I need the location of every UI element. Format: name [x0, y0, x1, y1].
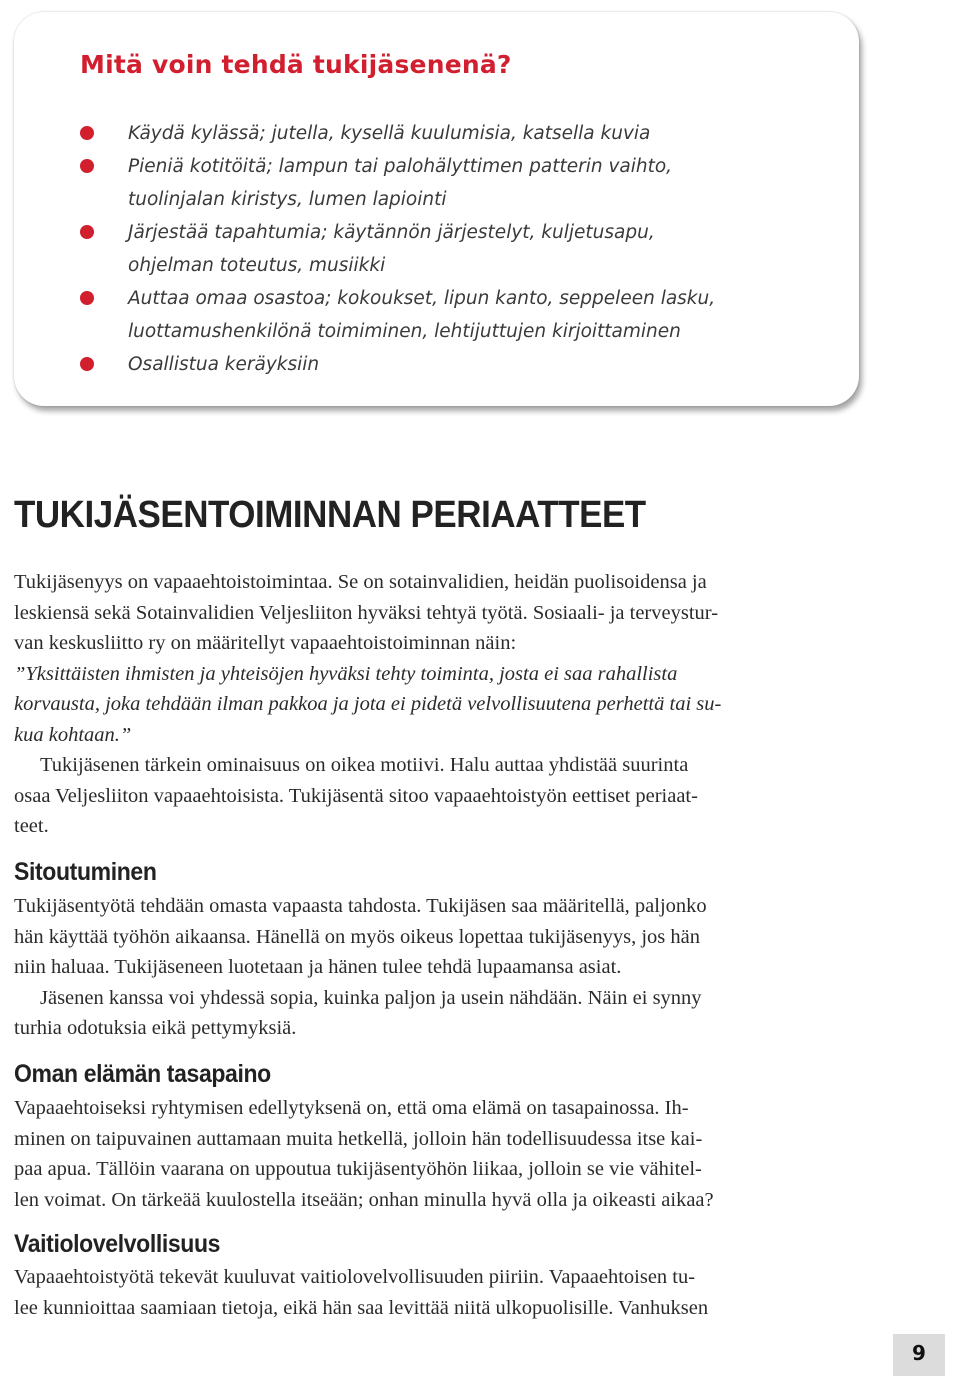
bullet-text-line: Käydä kylässä; jutella, kysellä kuulumisia, katsella kuvia [128, 123, 651, 144]
body-line: Jäsenen kanssa voi yhdessä sopia, kuinka paljon ja usein nähdään. Näin ei synny [40, 986, 702, 1009]
box-title: Mitä voin tehdä tukijäsenenä? [80, 50, 512, 79]
bullet-text-line: Pieniä kotitöitä; lampun tai palohälyttimen patterin vaihto, [128, 156, 673, 177]
body-line: turhia odotuksia eikä pettymyksiä. [14, 1017, 297, 1039]
vaitiolo-paragraph [14, 1262, 862, 1323]
intro-line: van keskusliitto ry on määritellyt vapaaehtoistoiminnan näin: [14, 632, 517, 654]
tasapaino-paragraph [14, 1093, 862, 1215]
bullet-text-line: Auttaa omaa osastoa; kokoukset, lipun kanto, seppeleen lasku, [128, 288, 716, 309]
intro-line: Tukijäsenen tärkein ominaisuus on oikea motiivi. Halu auttaa yhdistää suurinta [40, 754, 689, 776]
bullet-item [80, 348, 820, 381]
body-line: minen on taipuvainen auttamaan muita hetkellä, jolloin hän todellisuudessa itse kai- [14, 1127, 703, 1150]
sitoutuminen-paragraph [14, 891, 862, 1044]
info-box [14, 12, 859, 406]
intro-line: osaa Veljesliiton vapaaehtoisista. Tukijäsentä sitoo vapaaehtoistyön eettiset periaat- [14, 784, 698, 807]
bullet-dot-icon [80, 357, 94, 371]
body-line: hän käyttää työhön aikaansa. Hänellä on myös oikeus lopettaa tukijäsenyys, jos hän [14, 925, 701, 948]
body-line: Vapaaehtoistyötä tekevät kuuluvat vaitiolovelvollisuuden piiriin. Vapaaehtoisen tu- [14, 1266, 696, 1288]
quote-line: ”Yksittäisten ihmisten ja yhteisöjen hyväksi tehty toiminta, josta ei saa rahallista [14, 662, 678, 685]
body-line: lee kunnioittaa saamiaan tietoja, eikä hän saa levittää niitä ulkopuolisille. Vanhuksen [14, 1296, 709, 1319]
intro-line: Tukijäsenyys on vapaaehtoistoimintaa. Se on sotainvalidien, heidän puolisoidensa ja [14, 571, 707, 593]
subheading-sitoutuminen: Sitoutuminen [14, 858, 157, 886]
page-number: 9 [912, 1341, 926, 1365]
bullet-text-line: tuolinjalan kiristys, lumen lapiointi [128, 189, 447, 210]
subheading-oman-elaman-tasapaino: Oman elämän tasapaino [14, 1060, 271, 1088]
bullet-list [80, 117, 820, 381]
bullet-dot-icon [80, 159, 94, 173]
body-line: paa apua. Tällöin vaarana on uppoutua tukijäsentyöhön liikaa, jolloin se vie vähitel- [14, 1158, 702, 1180]
bullet-text-line: Järjestää tapahtumia; käytännön järjestelyt, kuljetusapu, [128, 222, 655, 243]
bullet-text-line: ohjelman toteutus, musiikki [128, 255, 386, 276]
bullet-item [80, 282, 820, 348]
bullet-dot-icon [80, 291, 94, 305]
bullet-text-line: luottamushenkilönä toimiminen, lehtijuttujen kirjoittaminen [128, 321, 681, 342]
bullet-dot-icon [80, 225, 94, 239]
bullet-dot-icon [80, 126, 94, 140]
bullet-text-line: Osallistua keräyksiin [128, 354, 320, 375]
subheading-vaitiolovelvollisuus: Vaitiolovelvollisuus [14, 1230, 221, 1258]
bullet-item [80, 117, 820, 150]
bullet-item [80, 150, 820, 216]
body-line: Tukijäsentyötä tehdään omasta vapaasta tahdosta. Tukijäsen saa määritellä, paljonko [14, 895, 707, 917]
bullet-item [80, 216, 820, 282]
quote-line: kua kohtaan.” [14, 723, 132, 746]
intro-line: leskiensä sekä Sotainvalidien Veljesliiton hyväksi tehtyä työtä. Sosiaali- ja terveystur- [14, 601, 719, 624]
page-number-tab [893, 1334, 945, 1376]
section-heading: TUKIJÄSENTOIMINNAN PERIAATTEET [14, 494, 646, 536]
intro-paragraph [14, 567, 862, 842]
body-line: Vapaaehtoiseksi ryhtymisen edellytyksenä on, että oma elämä on tasapainossa. Ih- [14, 1097, 689, 1119]
body-line: niin haluaa. Tukijäseneen luotetaan ja hänen tulee tehdä lupaamansa asiat. [14, 956, 622, 978]
quote-line: korvausta, joka tehdään ilman pakkoa ja jota ei pidetä velvollisuutena perhettä tai su- [14, 693, 722, 715]
intro-line: teet. [14, 815, 49, 837]
body-line: len voimat. On tärkeää kuulostella itseään; onhan minulla hyvä olla ja oikeasti aikaa? [14, 1188, 714, 1211]
